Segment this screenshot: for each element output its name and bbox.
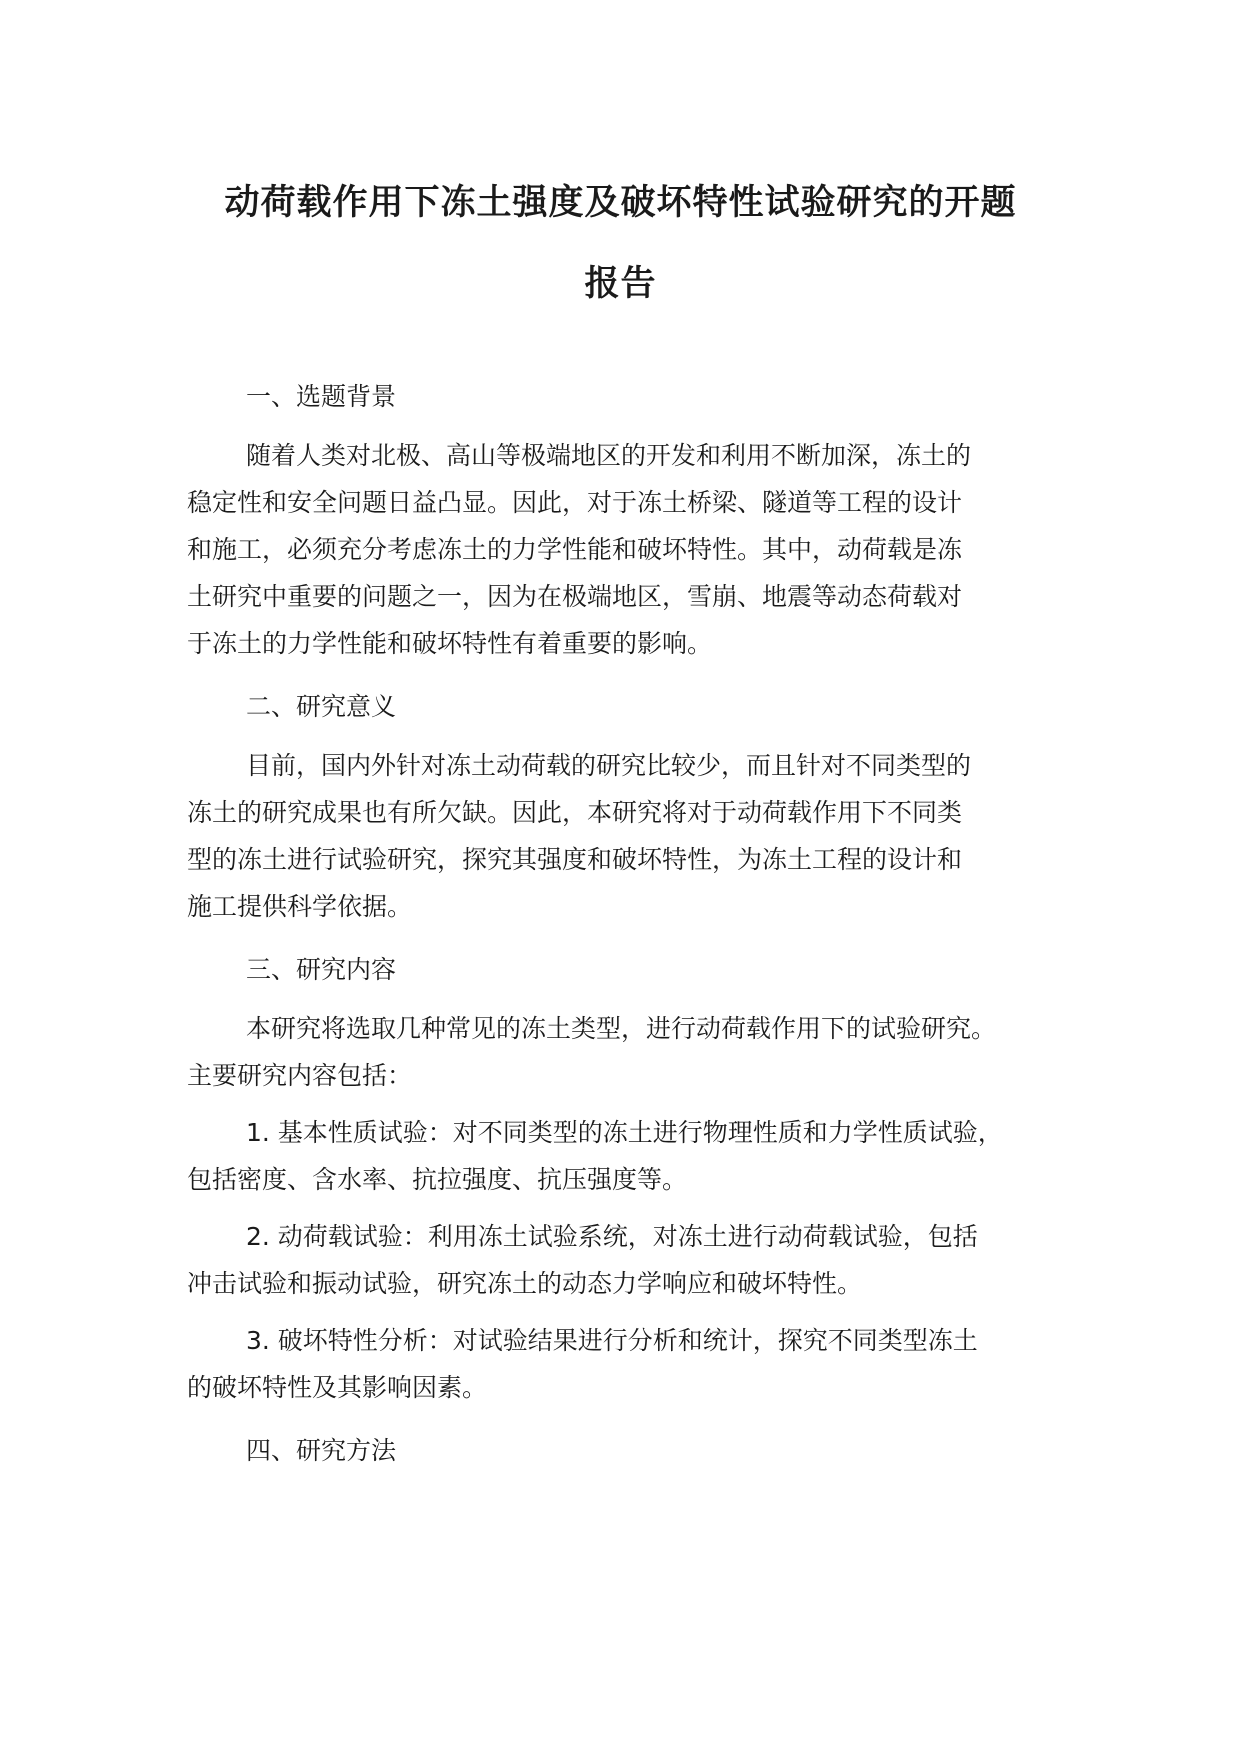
section-heading-background: 一、选题背景 (246, 382, 397, 411)
title-line-2: 报告 (584, 264, 657, 304)
paragraph-line: 稳定性和安全问题日益凸显。因此，对于冻土桥梁、隧道等工程的设计 (187, 488, 963, 517)
paragraph-line: 型的冻土进行试验研究，探究其强度和破坏特性，为冻土工程的设计和 (187, 845, 963, 874)
paragraph-line: 的破坏特性及其影响因素。 (187, 1373, 488, 1402)
title-line-1: 动荷载作用下冻土强度及破坏特性试验研究的开题 (224, 183, 1017, 223)
paragraph-line: 3. 破坏特性分析：对试验结果进行分析和统计，探究不同类型冻土 (246, 1326, 978, 1355)
paragraph-line: 于冻土的力学性能和破坏特性有着重要的影响。 (187, 629, 713, 658)
section-heading-content: 三、研究内容 (246, 955, 397, 984)
paragraph-line: 主要研究内容包括： (187, 1061, 413, 1090)
paragraph-line: 包括密度、含水率、抗拉强度、抗压强度等。 (187, 1165, 688, 1194)
list-item-basic-properties (187, 1109, 1087, 1203)
paragraph-line: 土研究中重要的问题之一，因为在极端地区，雪崩、地震等动态荷载对 (187, 582, 963, 611)
paragraph-significance (187, 742, 1087, 930)
paragraph-line: 本研究将选取几种常见的冻土类型，进行动荷载作用下的试验研究。 (246, 1014, 997, 1043)
paragraph-background (187, 432, 1087, 667)
paragraph-line: 2. 动荷载试验：利用冻土试验系统，对冻土进行动荷载试验，包括 (246, 1222, 978, 1251)
section-heading-methods: 四、研究方法 (246, 1436, 397, 1465)
paragraph-line: 冻土的研究成果也有所欠缺。因此，本研究将对于动荷载作用下不同类 (187, 798, 963, 827)
paragraph-content-intro (187, 1005, 1087, 1099)
paragraph-line: 1. 基本性质试验：对不同类型的冻土进行物理性质和力学性质试验， (246, 1118, 1003, 1147)
list-item-failure-analysis (187, 1317, 1087, 1411)
paragraph-line: 冲击试验和振动试验，研究冻土的动态力学响应和破坏特性。 (187, 1269, 863, 1298)
paragraph-line: 随着人类对北极、高山等极端地区的开发和利用不断加深，冻土的 (246, 441, 972, 470)
paragraph-line: 施工提供科学依据。 (187, 892, 413, 921)
section-heading-significance: 二、研究意义 (246, 692, 397, 721)
paragraph-line: 和施工，必须充分考虑冻土的力学性能和破坏特性。其中，动荷载是冻 (187, 535, 963, 564)
document-body (187, 372, 1087, 1476)
list-item-dynamic-load-test (187, 1213, 1087, 1307)
paragraph-line: 目前，国内外针对冻土动荷载的研究比较少，而且针对不同类型的 (246, 751, 972, 780)
